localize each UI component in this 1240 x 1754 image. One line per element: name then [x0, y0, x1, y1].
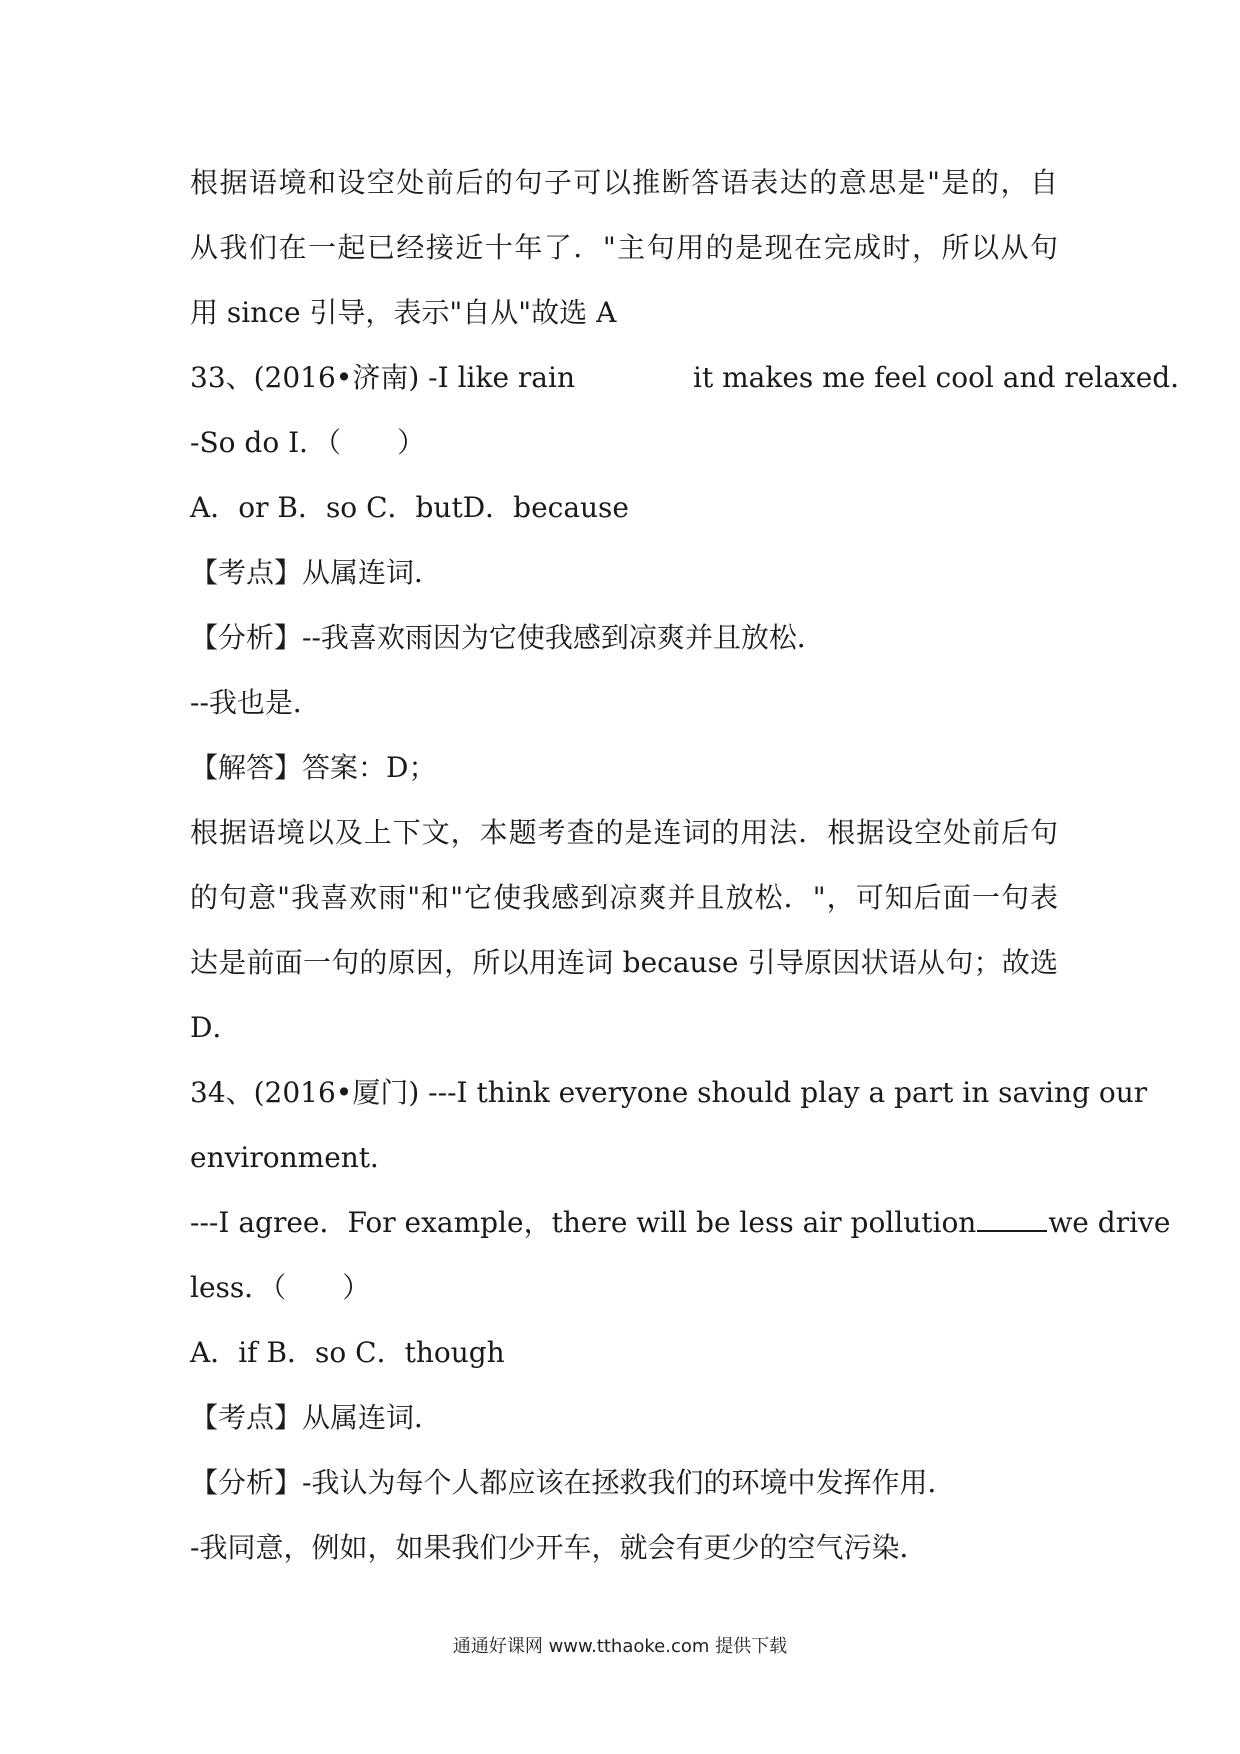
text-line: -So do I．（ ） [190, 426, 426, 459]
question-33-part2: it makes me feel cool and relaxed． [693, 361, 1199, 394]
text-line: 达是前面一句的原因，所以用连词 because 引导原因状语从句；故选 [190, 946, 1058, 979]
text-line: less．（ ） [190, 1271, 371, 1304]
text-line: --我也是． [190, 686, 321, 719]
text-line: -我同意，例如，如果我们少开车，就会有更少的空气污染． [190, 1531, 928, 1564]
key-point: 【考点】从属连词． [190, 556, 443, 589]
question-33-stem [190, 345, 1199, 410]
answer-blank [977, 1210, 1047, 1232]
question-34-part2: we drive [1048, 1206, 1171, 1239]
key-point: 【考点】从属连词． [190, 1401, 443, 1434]
answer-options: A．or B．so C．butD．because [190, 491, 629, 524]
analysis: 【分析】--我喜欢雨因为它使我感到凉爽并且放松． [190, 621, 825, 654]
text-line: environment． [190, 1141, 399, 1174]
question-33-part1: 33、(2016•济南) -I like rain [190, 361, 575, 394]
document-body [190, 150, 1199, 1580]
answer-options: A．if B．so C．though [190, 1336, 505, 1369]
text-line: 根据语境以及上下文，本题考查的是连词的用法．根据设空处前后句 [190, 816, 1058, 849]
text-line: 根据语境和设空处前后的句子可以推断答语表达的意思是"是的，自 [190, 166, 1058, 199]
solution: 【解答】答案：D； [190, 751, 437, 784]
question-34-dialog [190, 1190, 1171, 1255]
question-34-part1: ---I agree．For example，there will be less air pollution [190, 1206, 977, 1239]
text-line: 从我们在一起已经接近十年了．"主句用的是现在完成时，所以从句 [190, 231, 1058, 264]
question-34-stem: 34、(2016•厦门) ---I think everyone should play a part in saving our [190, 1076, 1148, 1109]
page-footer: 通通好课网 www.tthaoke.com 提供下载 [452, 1636, 788, 1657]
text-line: 用 since 引导，表示"自从"故选 A [190, 296, 617, 329]
text-line: D． [190, 1011, 241, 1044]
analysis: 【分析】-我认为每个人都应该在拯救我们的环境中发挥作用． [190, 1466, 956, 1499]
text-line: 的句意"我喜欢雨"和"它使我感到凉爽并且放松．"，可知后面一句表 [190, 881, 1058, 914]
